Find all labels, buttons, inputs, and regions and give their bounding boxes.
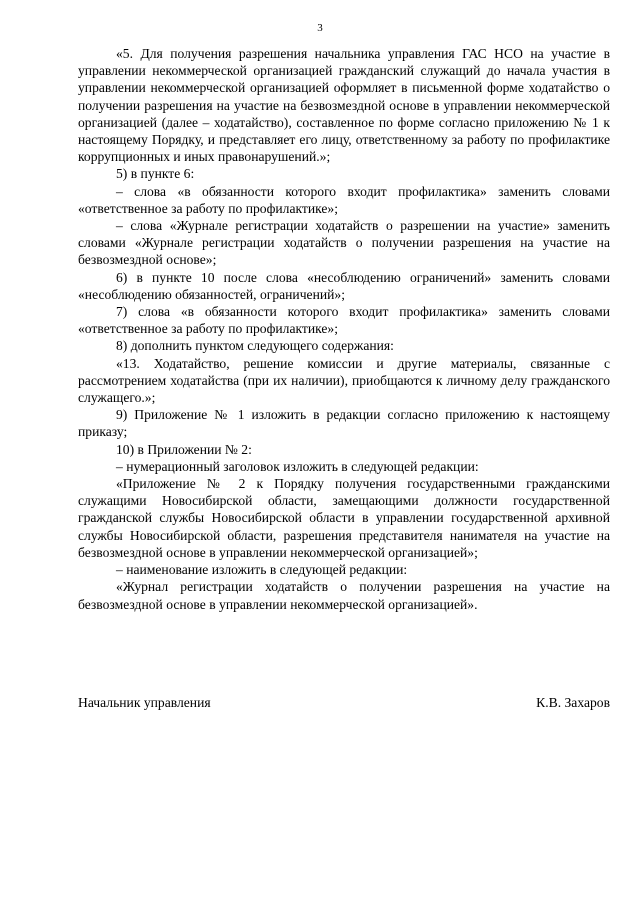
paragraph-item-10-dash-2: – наименование изложить в следующей редакции:	[116, 562, 408, 578]
paragraph-journal-title: «Журнал регистрации ходатайств о получении разрешения на участие на безвозмездной основе в управлении некоммерческой организацией».	[78, 579, 610, 612]
paragraph-item-10: 10) в Приложении № 2:	[116, 441, 252, 457]
document-body	[78, 45, 610, 613]
paragraph-clause-13: «13. Ходатайство, решение комиссии и другие материалы, связанные с рассмотрением ходатайства (при их наличии), приобщаются к личному делу гражданского служащего.»;	[78, 355, 610, 406]
paragraph-item-10-dash-1: – нумерационный заголовок изложить в следующей редакции:	[116, 458, 479, 474]
paragraph-item-9: 9) Приложение № 1 изложить в редакции согласно приложению к настоящему приказу;	[78, 407, 610, 440]
page-number: 3	[317, 22, 323, 34]
paragraph-appendix-2-heading: «Приложение № 2 к Порядку получения государственными гражданскими служащими Новосибирской области, замещающими должности государственной гражданской службы Новосибирской области в управлении государственной архивной службы Новосибирской области, разрешения представителя нанимателя на участие на безвозмездной основе в управлении некоммерческой организацией»;	[78, 476, 610, 560]
signature-name: К.В. Захаров	[536, 695, 610, 710]
paragraph-item-6: 6) в пункте 10 после слова «несоблюдению ограничений» заменить словами «несоблюдению обязанностей, ограничений»;	[78, 269, 610, 302]
paragraph-clause-5: «5. Для получения разрешения начальника управления ГАС НСО на участие в управлении некоммерческой организацией гражданский служащий до начала участия в управлении некоммерческой организацией оформляет в письменной форме ходатайство о получении разрешения на участие на безвозмездной основе в управлении некоммерческой организацией (далее – ходатайство), составленное по форме согласно приложению № 1 к настоящему Порядку, и представляет его лицу, ответственному за работу по профилактике коррупционных и иных правонарушений.»;	[78, 46, 610, 165]
paragraph-item-8: 8) дополнить пунктом следующего содержания:	[116, 338, 394, 354]
paragraph-item-5-dash-1: – слова «в обязанности которого входит профилактика» заменить словами «ответственное за работу по профилактике»;	[78, 183, 610, 216]
paragraph-item-5: 5) в пункте 6:	[116, 166, 195, 182]
signature-block	[78, 694, 610, 711]
signature-position: Начальник управления	[78, 695, 211, 710]
paragraph-item-7: 7) слова «в обязанности которого входит профилактика» заменить словами «ответственное за работу по профилактике»;	[78, 304, 610, 337]
paragraph-item-5-dash-2: – слова «Журнале регистрации ходатайств о разрешении на участие» заменить словами «Журнале регистрации ходатайств о получении разрешения на участие на безвозмездной основе»;	[78, 218, 610, 268]
